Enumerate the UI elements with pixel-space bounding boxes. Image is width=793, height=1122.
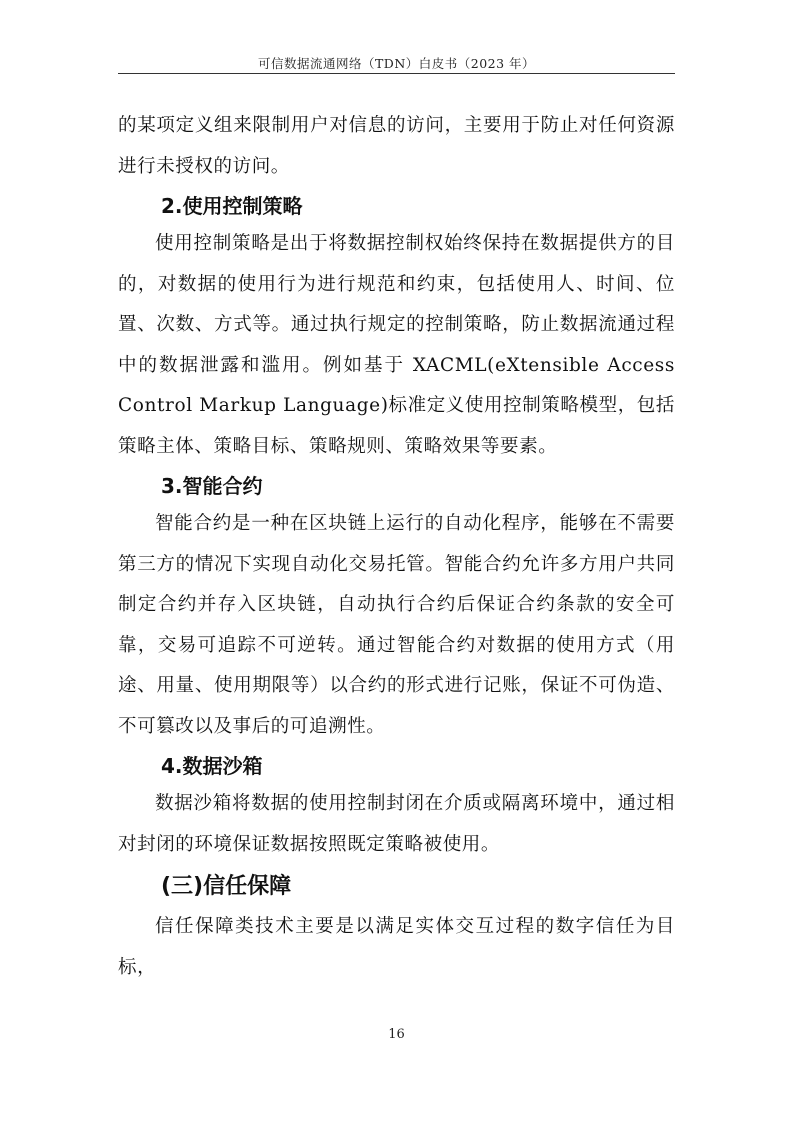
paragraph-intro: 的某项定义组来限制用户对信息的访问，主要用于防止对任何资源进行未授权的访问。 (118, 115, 675, 177)
page-number: 16 (388, 1027, 405, 1042)
page-body (118, 106, 675, 988)
heading-data-sandbox: 4.数据沙箱 (161, 754, 263, 778)
paragraph-usage-control-policy: 使用控制策略是出于将数据控制权始终保持在数据提供方的目的，对数据的使用行为进行规范和约束，包括使用人、时间、位置、次数、方式等。通过执行规定的控制策略，防止数据流通过程中的数据泄露和滥用。例如基于 XACML(eXtensible Access Control Markup Language)标准定义使用控制策略模型，包括策略主体、策略目标、策略规则、策略效果等要素。 (118, 233, 676, 457)
heading-usage-control-policy: 2.使用控制策略 (161, 194, 303, 218)
paragraph-trust-assurance: 信任保障类技术主要是以满足实体交互过程的数字信任为目标， (118, 916, 675, 978)
header-divider (118, 73, 675, 74)
paragraph-smart-contract: 智能合约是一种在区块链上运行的自动化程序，能够在不需要第三方的情况下实现自动化交易托管。智能合约允许多方用户共同制定合约并存入区块链，自动执行合约后保证合约条款的安全可靠，交易可追踪不可逆转。通过智能合约对数据的使用方式（用途、用量、使用期限等）以合约的形式进行记账，保证不可伪造、不可篡改以及事后的可追溯性。 (118, 513, 675, 737)
heading-trust-assurance: (三)信任保障 (161, 874, 292, 899)
running-header: 可信数据流通网络（TDN）白皮书（2023 年） (257, 56, 536, 71)
paragraph-data-sandbox: 数据沙箱将数据的使用控制封闭在介质或隔离环境中，通过相对封闭的环境保证数据按照既定策略被使用。 (118, 793, 675, 855)
heading-smart-contract: 3.智能合约 (161, 474, 263, 498)
